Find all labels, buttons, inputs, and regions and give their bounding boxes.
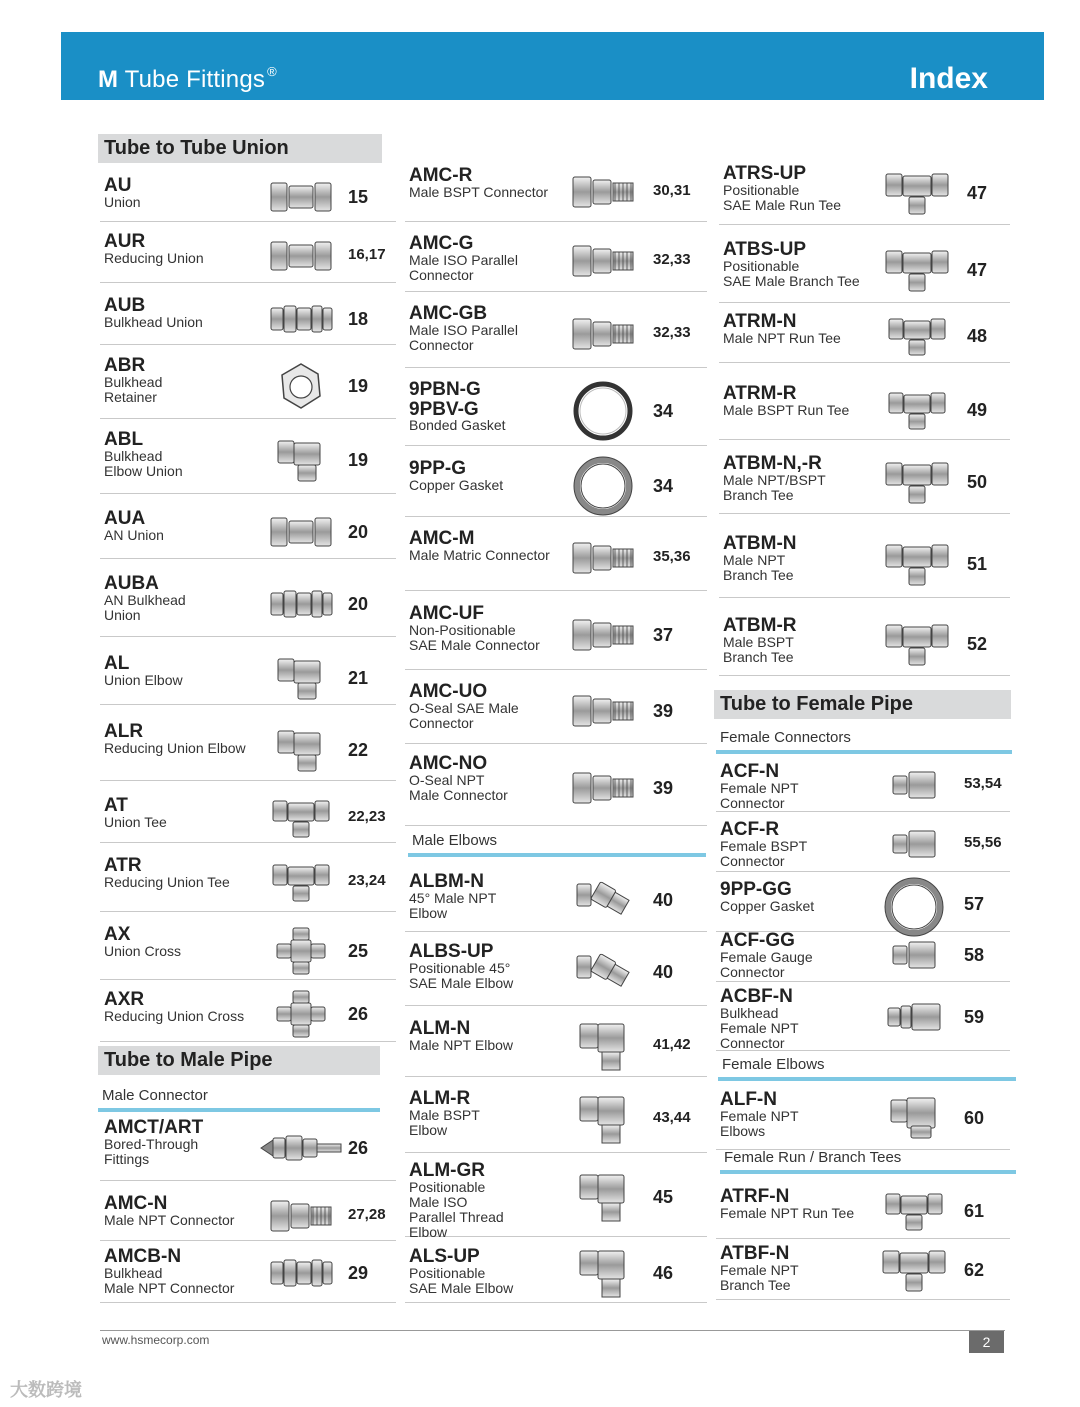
fitting-row-col1-10: [100, 852, 396, 912]
fitting-page-number: 25: [348, 940, 369, 961]
fitting-image-icon: [887, 389, 947, 436]
fitting-image-icon: [571, 241, 635, 286]
fitting-row-col2-4: [405, 455, 707, 517]
fitting-description: Male NPT Run Tee: [723, 330, 841, 346]
section-tube-to-tube-union: Tube to Tube Union: [98, 134, 382, 163]
fitting-image-icon: [889, 1096, 939, 1145]
fitting-code: AL: [104, 653, 130, 674]
fitting-row-col1-0: [100, 172, 396, 222]
fitting-description: Male NPT Branch Tee: [723, 552, 794, 583]
fitting-row-col3-3: [719, 380, 1010, 440]
fitting-page-number: 23,24: [348, 872, 386, 889]
fitting-image-icon: [269, 584, 333, 629]
fitting-code: ALM-R: [409, 1088, 471, 1109]
subhead-female-run-branch-tees: Female Run / Branch Tees: [720, 1148, 1016, 1174]
fitting-image-icon: [887, 315, 947, 362]
fitting-image-icon: [269, 1196, 333, 1241]
fitting-code: 9PP-GG: [720, 879, 792, 900]
fitting-page-number: 52: [967, 634, 988, 654]
fitting-image-icon: [276, 727, 326, 778]
fitting-code: AUA: [104, 508, 146, 529]
fitting-description: Male NPT Connector: [104, 1212, 235, 1228]
fitting-code: AMCB-N: [104, 1246, 182, 1267]
fitting-code: AMC-UO: [409, 681, 488, 702]
fitting-code: ATRM-R: [723, 383, 797, 404]
fitting-description: Male ISO Parallel Connector: [409, 322, 518, 353]
fitting-row-col2-13: [405, 1157, 707, 1240]
fitting-image-icon: [886, 1000, 942, 1039]
fitting-code: AMC-GB: [409, 303, 488, 324]
fitting-code: AMC-M: [409, 528, 475, 549]
fitting-code: 9PBN-G 9PBV-G: [409, 379, 481, 420]
fitting-description: Male BSPT Connector: [409, 184, 549, 200]
subhead-female-elbows: Female Elbows: [718, 1055, 1016, 1081]
fitting-page-number: 34: [653, 401, 674, 421]
fitting-row-col2-8: [405, 750, 707, 826]
fitting-row-col1-1: [100, 228, 396, 283]
fitting-description: Union Tee: [104, 814, 167, 830]
fitting-code: ALF-N: [720, 1089, 777, 1110]
fitting-page-number: 43,44: [653, 1109, 691, 1126]
fitting-code: ACF-N: [720, 761, 780, 782]
fitting-page-number: 61: [964, 1201, 985, 1221]
fitting-page-number: 47: [967, 259, 988, 280]
fitting-page-number: 51: [967, 554, 988, 574]
fitting-description: Positionable SAE Male Run Tee: [723, 182, 842, 213]
fitting-page-number: 21: [348, 667, 369, 688]
fitting-page-number: 34: [653, 476, 674, 496]
fitting-code: AT: [104, 795, 128, 816]
fitting-page-number: 59: [964, 1007, 985, 1027]
fitting-row-col1-9: [100, 792, 396, 843]
fitting-description: Union Elbow: [104, 672, 183, 688]
fitting-image-icon: [884, 621, 950, 672]
fitting-code: ALM-GR: [409, 1160, 485, 1181]
fitting-description: Male BSPT Branch Tee: [723, 634, 794, 665]
fitting-row-col3-1: [719, 236, 1010, 303]
fitting-code: ATBM-N: [723, 533, 797, 554]
fitting-row-col3-8: [716, 816, 1010, 872]
fitting-description: AN Bulkhead Union: [104, 592, 186, 623]
fitting-description: Reducing Union: [104, 250, 204, 266]
catalog-title: M Tube Fittings ®: [98, 64, 277, 93]
fitting-image-icon: [578, 1093, 628, 1150]
fitting-row-col3-7: [716, 758, 1010, 812]
fitting-description: Union Cross: [104, 943, 182, 959]
fitting-page-number: 48: [967, 325, 988, 346]
fitting-code: AUBA: [104, 573, 159, 594]
fitting-code: ALBS-UP: [409, 941, 494, 962]
fitting-image-icon: [891, 938, 937, 977]
fitting-image-icon: [269, 299, 333, 344]
fitting-page-number: 22,23: [348, 807, 386, 825]
fitting-description: 45° Male NPT Elbow: [409, 890, 497, 921]
fitting-image-icon: [275, 926, 327, 981]
fitting-page-number: 19: [348, 375, 369, 396]
fitting-description: Bulkhead Female NPT Connector: [720, 1005, 799, 1051]
fitting-row-col1-8: [100, 718, 396, 781]
fitting-page-number: 53,54: [964, 775, 1002, 792]
fitting-page-number: 58: [964, 944, 985, 965]
fitting-page-number: 27,28: [348, 1205, 386, 1223]
fitting-image-icon: [571, 615, 635, 660]
fitting-row-col2-11: [405, 1015, 707, 1077]
fitting-description: Reducing Union Elbow: [104, 740, 246, 756]
fitting-image-icon: [572, 380, 634, 447]
fitting-code: AMC-N: [104, 1193, 168, 1214]
fitting-description: O-Seal NPT Male Connector: [409, 772, 508, 803]
fitting-code: ATBM-R: [723, 615, 797, 636]
fitting-page-number: 19: [348, 450, 369, 470]
fitting-image-icon: [271, 861, 331, 908]
fitting-description: Bored-Through Fittings: [104, 1136, 199, 1167]
fitting-description: Male NPT Elbow: [409, 1037, 514, 1053]
fitting-description: Reducing Union Tee: [104, 874, 230, 890]
fitting-code: ACBF-N: [720, 986, 793, 1007]
fitting-image-icon: [575, 950, 631, 999]
fitting-description: AN Union: [104, 527, 164, 543]
fitting-code: AMC-NO: [409, 753, 488, 774]
fitting-code: AMC-R: [409, 165, 473, 186]
fitting-code: ALS-UP: [409, 1246, 480, 1267]
fitting-image-icon: [269, 1253, 333, 1298]
fitting-row-col2-0: [405, 162, 707, 222]
fitting-row-col2-6: [405, 600, 707, 670]
fitting-page-number: 22: [348, 739, 369, 760]
fitting-page-number: 62: [964, 1260, 985, 1280]
fitting-row-col2-5: [405, 525, 707, 591]
fitting-code: ALR: [104, 721, 144, 742]
fitting-description: Female NPT Branch Tee: [720, 1262, 799, 1293]
fitting-image-icon: [278, 361, 324, 416]
fitting-image-icon: [578, 1171, 628, 1228]
fitting-row-col3-11: [716, 983, 1010, 1051]
fitting-code: ATRF-N: [720, 1186, 790, 1207]
fitting-page-number: 16,17: [348, 245, 386, 263]
fitting-row-col2-9: [405, 868, 707, 932]
fitting-description: Male BSPT Elbow: [409, 1107, 480, 1138]
fitting-page-number: 20: [348, 522, 369, 542]
fitting-code: AUR: [104, 231, 146, 252]
fitting-code: ATR: [104, 855, 142, 876]
fitting-page-number: 20: [348, 593, 369, 614]
fitting-page-number: 35,36: [653, 548, 691, 565]
fitting-description: Bulkhead Retainer: [104, 374, 163, 405]
fitting-description: Non-Positionable SAE Male Connector: [409, 622, 540, 653]
fitting-row-col2-14: [405, 1243, 707, 1303]
fitting-row-col3-6: [719, 612, 1010, 676]
fitting-image-icon: [269, 512, 333, 557]
fitting-image-icon: [571, 314, 635, 359]
fitting-description: Positionable SAE Male Branch Tee: [723, 258, 860, 289]
fitting-description: Positionable SAE Male Elbow: [409, 1265, 514, 1296]
fitting-image-icon: [578, 1020, 628, 1077]
fitting-page-number: 47: [967, 182, 988, 203]
fitting-row-col1-13: [100, 1114, 396, 1181]
fitting-page-number: 18: [348, 308, 369, 329]
fitting-image-icon: [884, 247, 950, 298]
subhead-female-connectors: Female Connectors: [716, 728, 1012, 754]
fitting-page-number: 26: [348, 1004, 369, 1024]
fitting-page-number: 57: [964, 894, 985, 914]
fitting-code: ACF-GG: [720, 930, 795, 951]
fitting-description: Reducing Union Cross: [104, 1008, 245, 1024]
fitting-row-col1-7: [100, 650, 396, 705]
fitting-row-col3-14: [716, 1240, 1010, 1300]
fitting-image-icon: [269, 236, 333, 281]
fitting-description: Positionable Male ISO Parallel Thread Elbow: [409, 1179, 504, 1240]
fitting-image-icon: [271, 797, 331, 844]
fitting-description: Bulkhead Union: [104, 314, 203, 330]
fitting-row-col3-9: [716, 876, 1010, 932]
fitting-page-number: 32,33: [653, 251, 691, 268]
fitting-image-icon: [884, 541, 950, 592]
fitting-page-number: 41,42: [653, 1036, 691, 1053]
fitting-code: ALM-N: [409, 1018, 471, 1039]
fitting-description: Copper Gasket: [720, 898, 815, 914]
fitting-code: ATRM-N: [723, 311, 797, 332]
fitting-description: Female BSPT Connector: [720, 838, 808, 869]
fitting-code: ABR: [104, 355, 146, 376]
fitting-code: ATBF-N: [720, 1243, 790, 1264]
fitting-description: Female NPT Elbows: [720, 1108, 799, 1139]
fitting-image-icon: [275, 989, 327, 1044]
fitting-description: Copper Gasket: [409, 477, 504, 493]
fitting-row-col2-12: [405, 1085, 707, 1153]
fitting-page-number: 40: [653, 962, 674, 982]
fitting-description: Male BSPT Run Tee: [723, 402, 850, 418]
fitting-image-icon: [571, 172, 635, 217]
fitting-image-icon: [884, 459, 950, 510]
fitting-image-icon: [269, 177, 333, 222]
fitting-row-col1-15: [100, 1243, 396, 1303]
fitting-image-icon: [259, 1130, 343, 1171]
fitting-row-col3-4: [719, 450, 1010, 514]
fitting-row-col2-3: [405, 376, 707, 446]
fitting-page-number: 46: [653, 1263, 674, 1283]
fitting-page-number: 40: [653, 890, 674, 910]
fitting-row-col3-0: [719, 160, 1010, 225]
fitting-code: ACF-R: [720, 819, 780, 840]
fitting-page-number: 55,56: [964, 834, 1002, 851]
fitting-row-col2-10: [405, 938, 707, 1006]
fitting-description: O-Seal SAE Male Connector: [409, 700, 519, 731]
fitting-image-icon: [572, 455, 634, 522]
footer-url: www.hsmecorp.com: [102, 1333, 210, 1347]
fitting-page-number: 37: [653, 625, 674, 645]
fitting-image-icon: [891, 827, 937, 866]
fitting-code: AMC-UF: [409, 603, 484, 624]
subhead-male-elbows: Male Elbows: [408, 831, 706, 857]
fitting-page-number: 39: [653, 701, 674, 721]
watermark-text: 大数跨境: [10, 1380, 82, 1400]
fitting-row-col1-11: [100, 921, 396, 980]
footer-page-number: 2: [969, 1331, 1004, 1353]
subhead-male-connector: Male Connector: [98, 1086, 380, 1112]
fitting-row-col2-1: [405, 230, 707, 292]
fitting-code: ATRS-UP: [723, 163, 807, 184]
fitting-image-icon: [884, 170, 950, 221]
fitting-page-number: 60: [964, 1108, 985, 1128]
fitting-image-icon: [884, 1190, 944, 1237]
fitting-description: Bulkhead Elbow Union: [104, 448, 183, 479]
fitting-row-col1-4: [100, 426, 396, 494]
fitting-description: Bonded Gasket: [409, 417, 506, 433]
fitting-row-col2-7: [405, 678, 707, 744]
fitting-image-icon: [276, 655, 326, 706]
fitting-code: AU: [104, 175, 132, 196]
fitting-code: AX: [104, 924, 131, 945]
fitting-description: Male ISO Parallel Connector: [409, 252, 518, 283]
fitting-code: AMCT/ART: [104, 1117, 204, 1138]
fitting-description: Female NPT Run Tee: [720, 1205, 855, 1221]
fitting-row-col1-12: [100, 986, 396, 1042]
fitting-description: Bulkhead Male NPT Connector: [104, 1265, 235, 1296]
fitting-page-number: 49: [967, 400, 988, 420]
section-tube-to-male-pipe: Tube to Male Pipe: [98, 1046, 380, 1075]
fitting-description: Female NPT Connector: [720, 780, 799, 811]
fitting-image-icon: [881, 1247, 947, 1298]
fitting-description: Positionable 45° SAE Male Elbow: [409, 960, 514, 991]
fitting-code: ALBM-N: [409, 871, 484, 892]
fitting-page-number: 15: [348, 187, 369, 207]
fitting-row-col3-12: [716, 1086, 1010, 1150]
fitting-description: Male Matric Connector: [409, 547, 550, 563]
page-heading-index: Index: [909, 62, 988, 95]
fitting-code: AMC-G: [409, 233, 474, 254]
fitting-code: ABL: [104, 429, 144, 450]
fitting-row-col3-5: [719, 530, 1010, 598]
fitting-code: ATBM-N,-R: [723, 453, 822, 474]
fitting-image-icon: [571, 691, 635, 736]
fitting-row-col3-2: [719, 308, 1010, 363]
fitting-code: AXR: [104, 989, 145, 1010]
fitting-row-col1-5: [100, 505, 396, 559]
fitting-row-col3-10: [716, 927, 1010, 982]
fitting-image-icon: [276, 437, 326, 488]
fitting-page-number: 32,33: [653, 324, 691, 341]
fitting-page-number: 39: [653, 778, 674, 798]
fitting-code: ATBS-UP: [723, 239, 807, 260]
fitting-row-col1-3: [100, 352, 396, 419]
fitting-row-col1-2: [100, 292, 396, 345]
header-bar: [61, 32, 1044, 100]
fitting-row-col1-14: [100, 1190, 396, 1241]
fitting-code: 9PP-G: [409, 458, 467, 479]
fitting-description: Male NPT/BSPT Branch Tee: [723, 472, 826, 503]
fitting-image-icon: [571, 538, 635, 583]
footer-rule: [100, 1330, 1005, 1331]
section-tube-to-female-pipe: Tube to Female Pipe: [714, 690, 1011, 719]
fitting-image-icon: [571, 768, 635, 813]
fitting-page-number: 29: [348, 1263, 369, 1283]
fitting-page-number: 30,31: [653, 182, 691, 199]
fitting-row-col3-13: [716, 1183, 1010, 1239]
fitting-row-col1-6: [100, 570, 396, 637]
fitting-row-col2-2: [405, 300, 707, 368]
fitting-page-number: 50: [967, 472, 988, 492]
fitting-page-number: 45: [653, 1187, 674, 1207]
fitting-image-icon: [891, 768, 937, 807]
fitting-image-icon: [575, 878, 631, 927]
fitting-code: AUB: [104, 295, 146, 316]
fitting-page-number: 26: [348, 1137, 369, 1158]
fitting-description: Union: [104, 194, 141, 210]
fitting-image-icon: [578, 1247, 628, 1304]
fitting-description: Female Gauge Connector: [720, 949, 813, 980]
